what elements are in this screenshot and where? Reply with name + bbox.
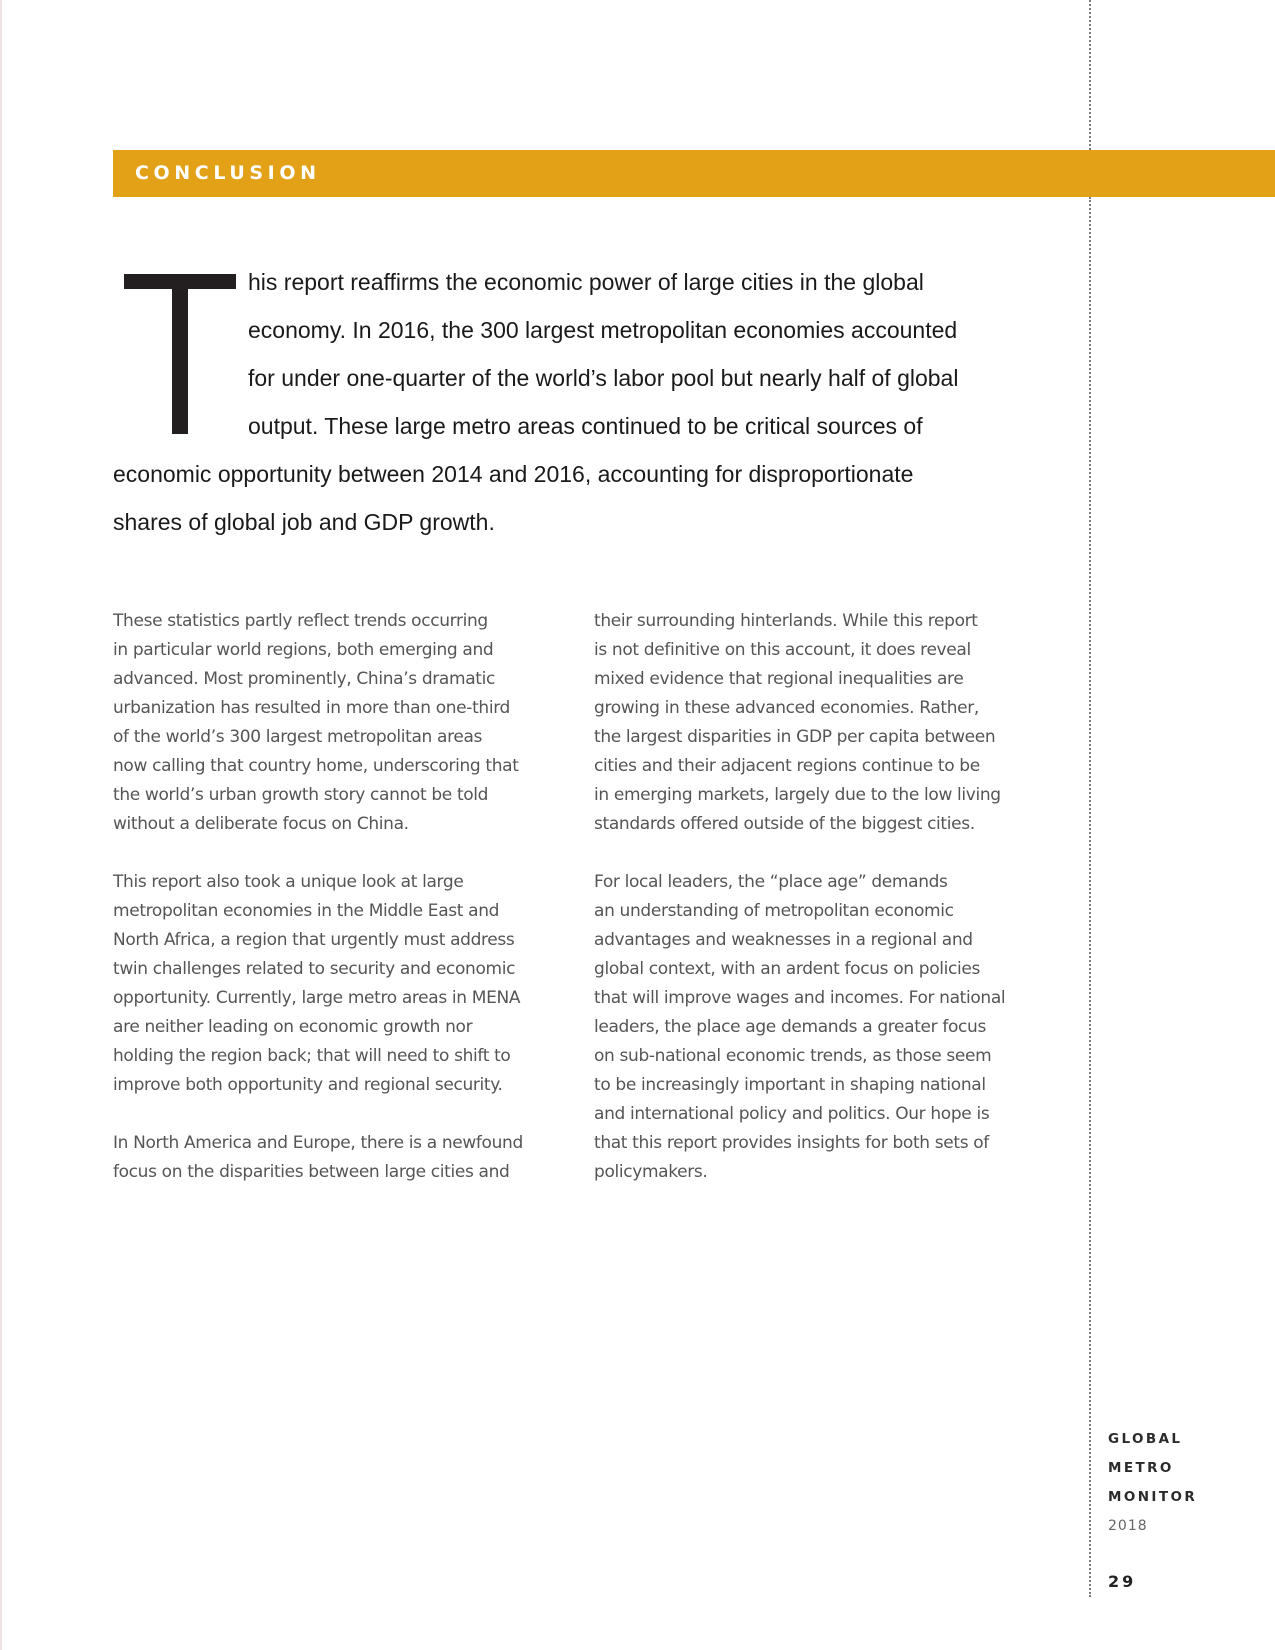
vertical-dotted-rule-top xyxy=(1089,0,1091,150)
page-edge-line xyxy=(0,0,2,1650)
body-column-right xyxy=(594,607,1064,1216)
lead-line: economic opportunity between 2014 and 2016, accounting for disproportionate xyxy=(113,461,914,487)
lead-line: for under one-quarter of the world’s labor pool but nearly half of global xyxy=(248,365,959,391)
lead-line: economy. In 2016, the 300 largest metropolitan economies accounted xyxy=(248,317,958,343)
body-column-left xyxy=(113,607,583,1216)
publication-year: 2018 xyxy=(1108,1518,1148,1534)
body-paragraph: This report also took a unique look at large metropolitan economies in the Middle East and North Africa, a region that urgently must address twin challenges related to security and economic opportunity. Currently, large metro areas in MENA are neither leading on economic growth nor holding the region back; that will need to shift to improve both opportunity and regional security. xyxy=(113,872,521,1095)
section-title: CONCLUSION xyxy=(135,162,321,184)
page-number: 29 xyxy=(1108,1572,1137,1591)
dropcap-stem xyxy=(172,274,188,434)
publication-title-line: GLOBAL xyxy=(1108,1431,1183,1447)
lead-line: output. These large metro areas continued to be critical sources of xyxy=(248,413,923,439)
section-banner xyxy=(113,150,1275,197)
vertical-dotted-rule-bottom xyxy=(1089,197,1091,1597)
publication-title-line: METRO xyxy=(1108,1460,1174,1476)
body-paragraph: These statistics partly reflect trends occurring in particular world regions, both emerging and advanced. Most prominently, China’s dramatic urbanization has resulted in more than one-third of the world’s 300 largest metropolitan areas now calling that country home, underscoring that the world’s urban growth story cannot be told without a deliberate focus on China. xyxy=(113,611,519,834)
dropcap-letter-t xyxy=(124,274,236,434)
lead-line: his report reaffirms the economic power of large cities in the global xyxy=(248,269,924,295)
publication-footer xyxy=(1108,1425,1268,1541)
lead-line: shares of global job and GDP growth. xyxy=(113,509,495,535)
body-paragraph: For local leaders, the “place age” demands an understanding of metropolitan economic advantages and weaknesses in a regional and global context, with an ardent focus on policies that will improve wages and incomes. For national leaders, the place age demands a greater focus on sub-national economic trends, as those seem to be increasingly important in shaping national and international policy and politics. Our hope is that this report provides insights for both sets of policymakers. xyxy=(594,872,1006,1182)
body-paragraph: their surrounding hinterlands. While this report is not definitive on this account, it does reveal mixed evidence that regional inequalities are growing in these advanced economies. Rather, the largest disparities in GDP per capita between cities and their adjacent regions continue to be in emerging markets, largely due to the low living standards offered outside of the biggest cities. xyxy=(594,611,1001,834)
publication-title-line: MONITOR xyxy=(1108,1489,1198,1505)
body-paragraph: In North America and Europe, there is a newfound focus on the disparities between large cities and xyxy=(113,1133,523,1182)
